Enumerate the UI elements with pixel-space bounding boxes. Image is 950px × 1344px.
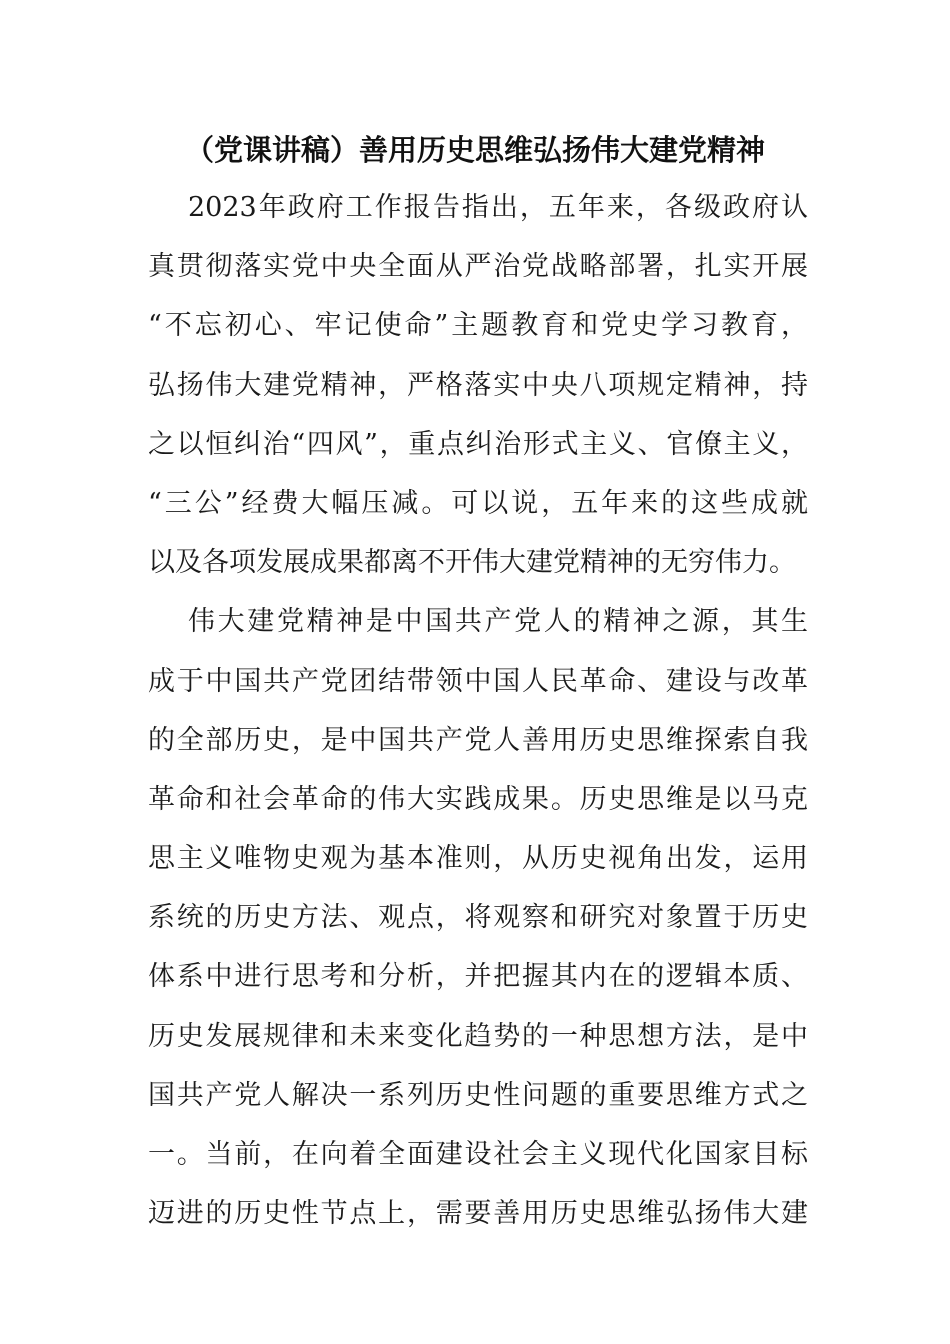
paragraph-2-line-2: 成于中国共产党团结带领中国人民革命、建设与改革 — [148, 665, 808, 697]
paragraph-1-line-6: “三公”经费大幅压减。可以说，五年来的这些成就 — [148, 487, 808, 519]
paragraph-1-line-3: “不忘初心、牢记使命”主题教育和党史学习教育， — [148, 310, 808, 342]
paragraph-2-line-10: 一。当前，在向着全面建设社会主义现代化国家目标 — [148, 1139, 808, 1170]
paragraph-1-line-5: 之以恒纠治“四风”，重点纠治形式主义、官僚主义， — [148, 428, 808, 460]
paragraph-2-line-1: 伟大建党精神是中国共产党人的精神之源，其生 — [188, 606, 808, 638]
paragraph-2-line-7: 体系中进行思考和分析，并把握其内在的逻辑本质、 — [148, 961, 808, 993]
paragraph-1-line-2: 真贯彻落实党中央全面从严治党战略部署，扎实开展 — [148, 251, 808, 283]
paragraph-2-line-11: 迈进的历史性节点上，需要善用历史思维弘扬伟大建 — [148, 1198, 808, 1230]
paragraph-1-line-4: 弘扬伟大建党精神，严格落实中央八项规定精神，持 — [148, 369, 808, 401]
document-title: （党课讲稿）善用历史思维弘扬伟大建党精神 — [184, 133, 765, 167]
paragraph-2-line-8: 历史发展规律和未来变化趋势的一种思想方法，是中 — [148, 1020, 808, 1052]
paragraph-2-line-3: 的全部历史，是中国共产党人善用历史思维探索自我 — [148, 724, 808, 756]
paragraph-2-line-5: 思主义唯物史观为基本准则，从历史视角出发，运用 — [148, 843, 808, 875]
paragraph-2-line-4: 革命和社会革命的伟大实践成果。历史思维是以马克 — [148, 783, 808, 815]
paragraph-1-line-7: 以及各项发展成果都离不开伟大建党精神的无穷伟力。 — [148, 547, 796, 579]
paragraph-2-line-9: 国共产党人解决一系列历史性问题的重要思维方式之 — [148, 1079, 808, 1111]
document-body — [148, 178, 808, 1243]
paragraph-2-line-6: 系统的历史方法、观点，将观察和研究对象置于历史 — [148, 902, 808, 934]
paragraph-1-line-1: 2023年政府工作报告指出，五年来，各级政府认 — [188, 192, 808, 223]
